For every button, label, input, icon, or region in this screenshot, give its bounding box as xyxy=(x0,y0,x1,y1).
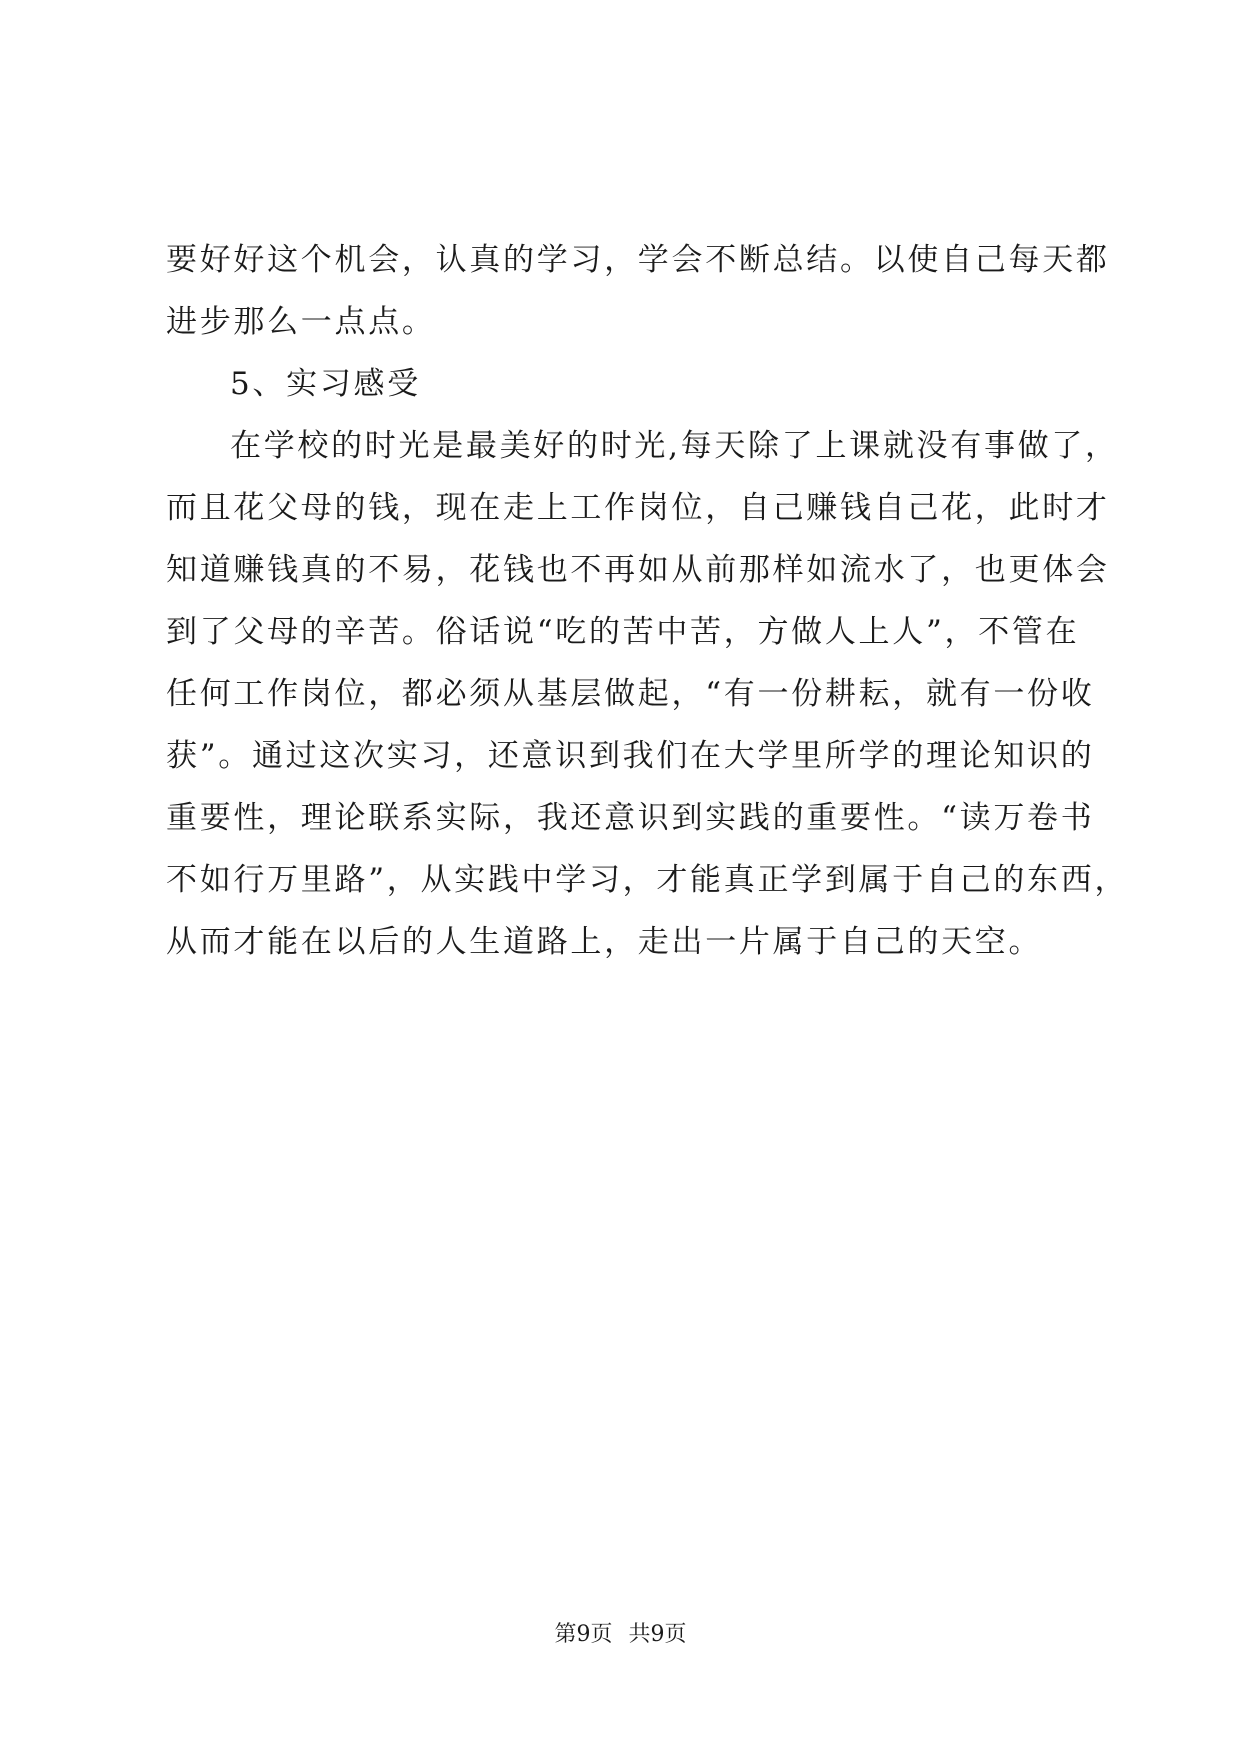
text-line: 而且花父母的钱，现在走上工作岗位，自己赚钱自己花，此时才 xyxy=(166,490,1110,526)
text-line: 任何工作岗位，都必须从基层做起，“有一份耕耘，就有一份收 xyxy=(166,676,1095,712)
body-text xyxy=(166,229,1129,973)
text-line: 进步那么一点点。 xyxy=(166,304,436,340)
text-line: 重要性，理论联系实际，我还意识到实践的重要性。“读万卷书 xyxy=(166,800,1095,836)
text-line: 在学校的时光是最美好的时光,每天除了上课就没有事做了， xyxy=(230,428,1119,464)
text-line: 到了父母的辛苦。俗话说“吃的苦中苦，方做人上人”，不管在 xyxy=(166,614,1080,650)
text-line: 从而才能在以后的人生道路上，走出一片属于自己的天空。 xyxy=(166,924,1043,960)
page-total: 共9页 xyxy=(628,1622,687,1647)
text-line: 要好好这个机会，认真的学习，学会不断总结。以使自己每天都 xyxy=(166,242,1110,278)
text-line: 获”。通过这次实习，还意识到我们在大学里所学的理论知识的 xyxy=(166,738,1095,774)
text-line: 不如行万里路”，从实践中学习，才能真正学到属于自己的东西， xyxy=(166,862,1129,898)
page-number: 第9页 xyxy=(554,1622,613,1647)
text-line: 知道赚钱真的不易，花钱也不再如从前那样如流水了，也更体会 xyxy=(166,552,1110,588)
section-heading: 5、实习感受 xyxy=(230,366,421,402)
page-footer xyxy=(0,1620,1241,1650)
